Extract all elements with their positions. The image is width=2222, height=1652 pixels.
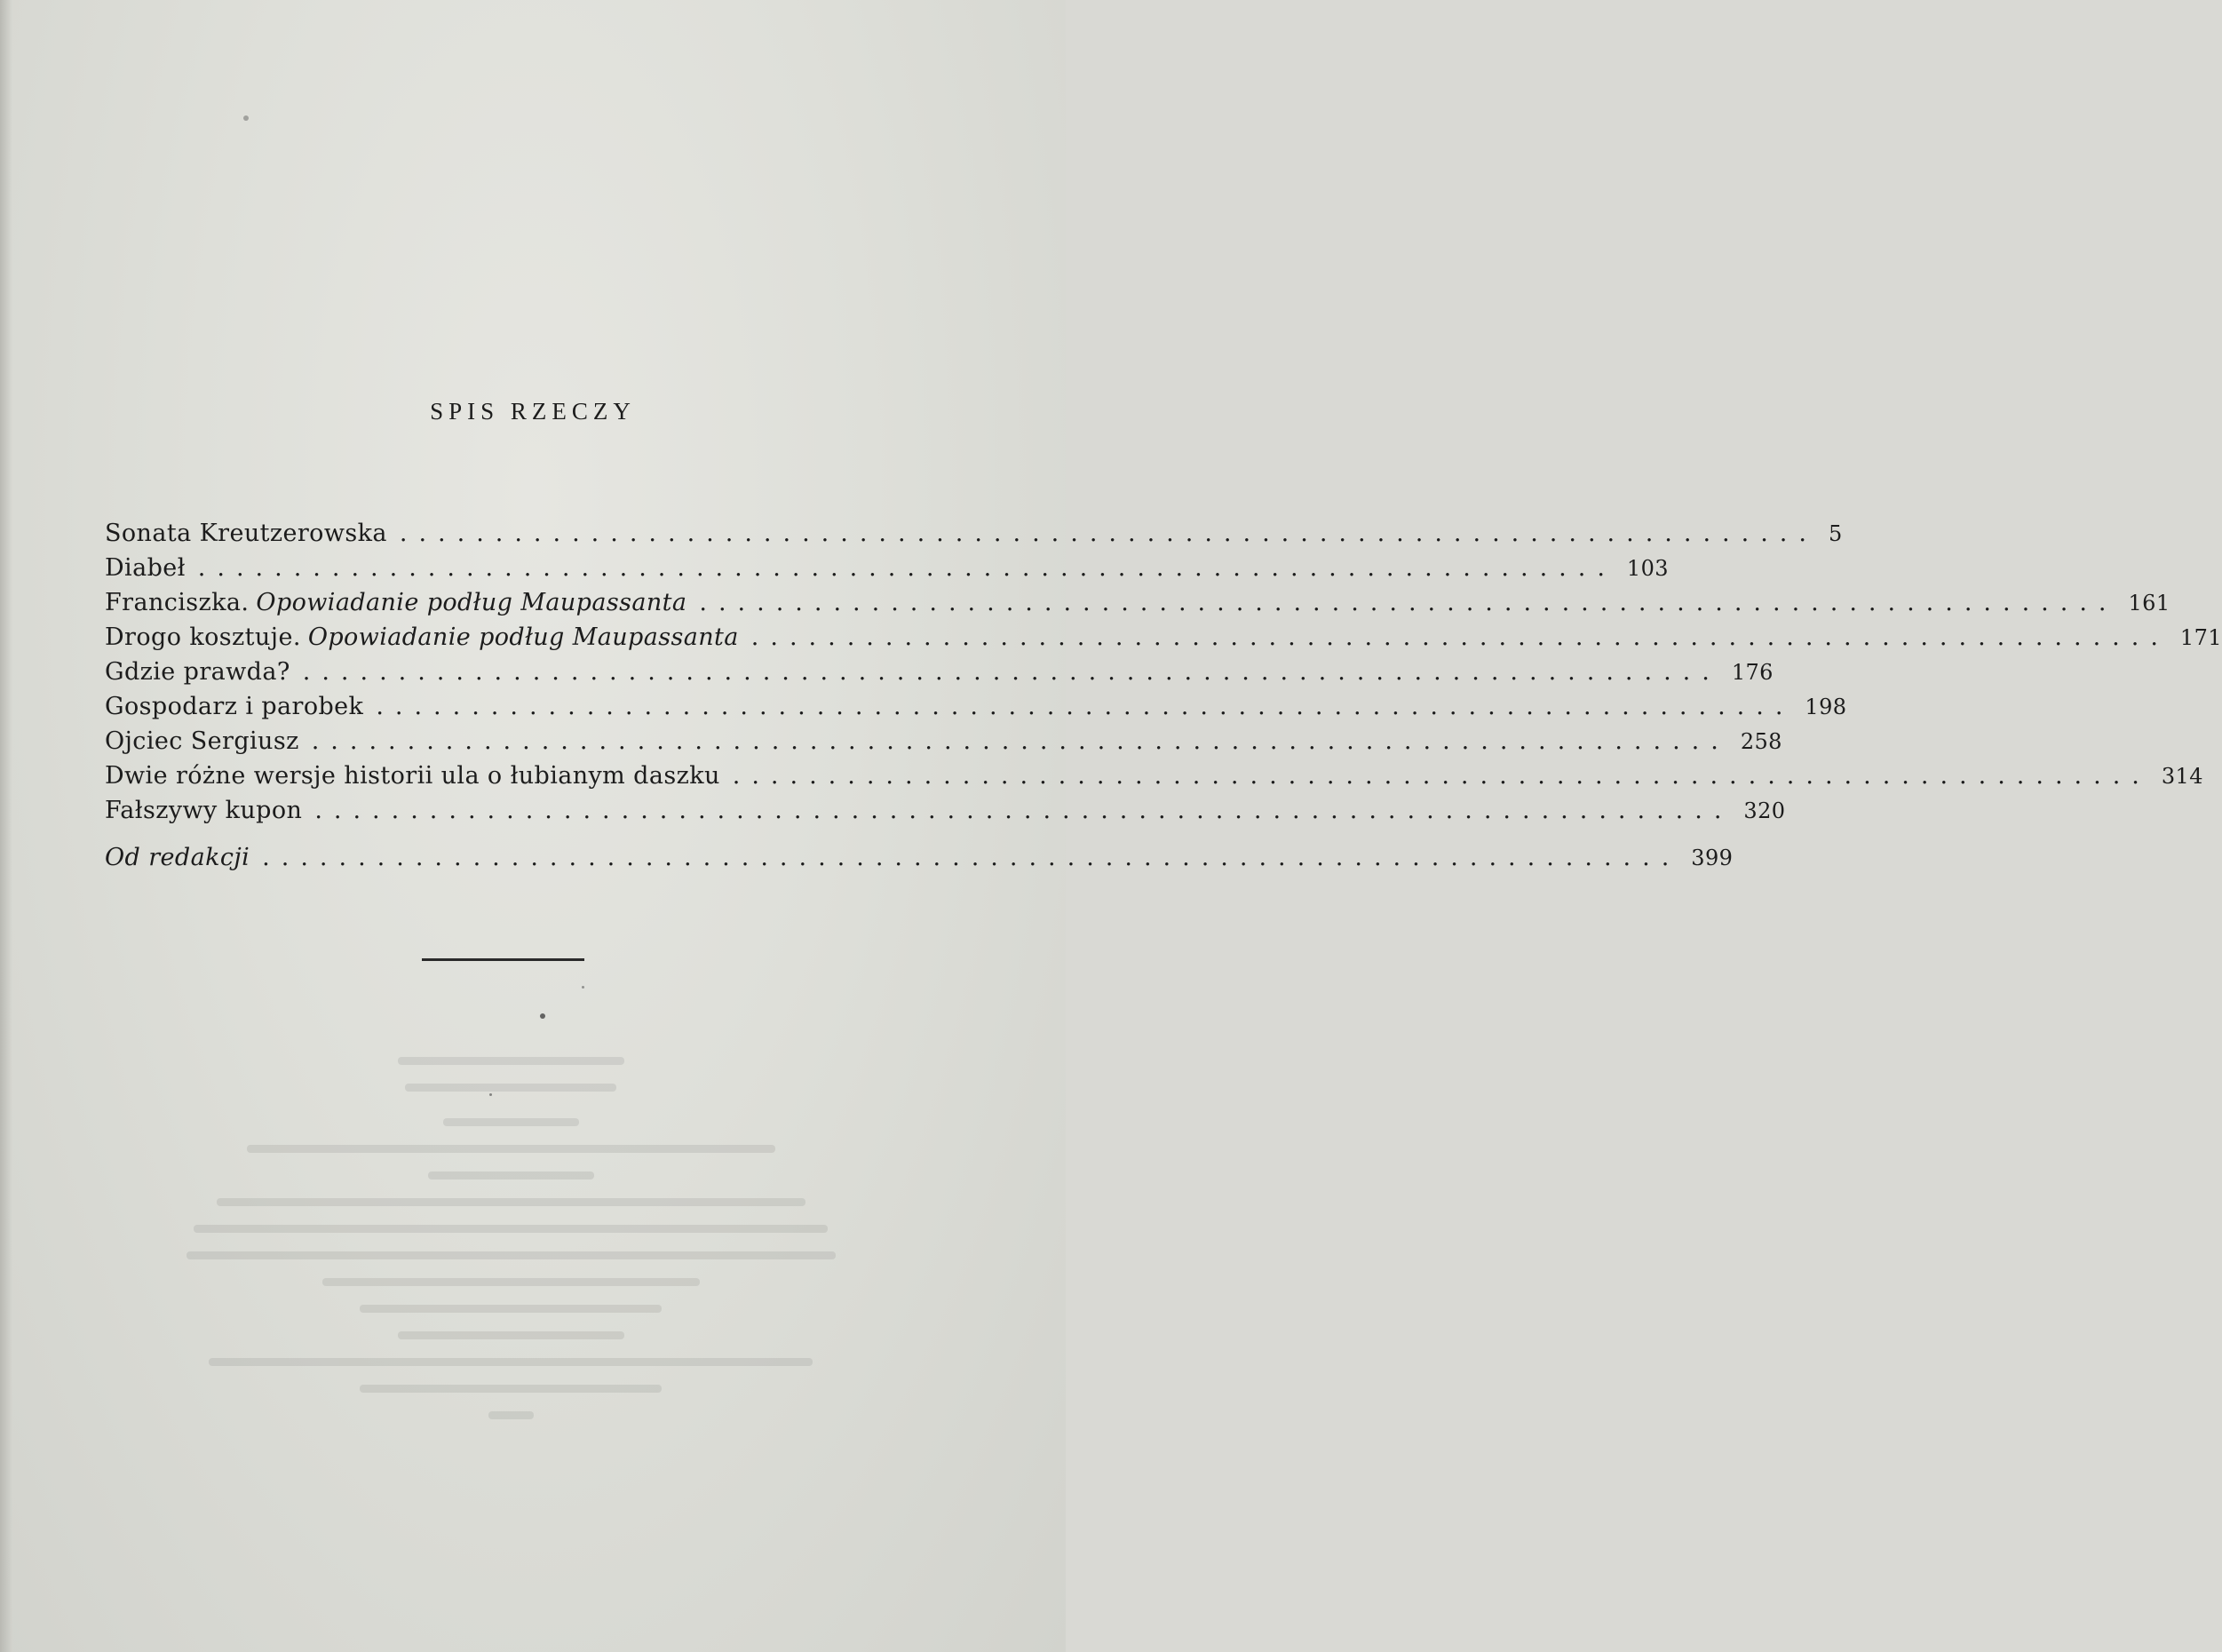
toc-entry <box>105 797 1786 831</box>
toc-entry-subtitle: Opowiadanie podług Maupassanta <box>307 623 739 651</box>
toc-page-number: 176 <box>1731 660 1774 685</box>
table-of-contents <box>105 520 2222 878</box>
toc-page-number: 258 <box>1740 729 1782 754</box>
toc-entry-main-title: Ojciec Sergiusz <box>105 727 299 755</box>
toc-entry-title <box>105 797 302 824</box>
paper-speck <box>582 986 584 989</box>
toc-entry-main-title: Franciszka. <box>105 589 250 616</box>
toc-leader-dots: .......................................................................... <box>302 658 1721 686</box>
toc-page-number: 320 <box>1743 798 1786 823</box>
toc-entry-main-title: Dwie różne wersje historii ula o łubianym daszku <box>105 762 720 790</box>
toc-entry-main-title: Sonata Kreutzerowska <box>105 520 387 547</box>
toc-entry-title <box>105 589 686 616</box>
toc-leader-dots: .......................................................................... <box>732 762 2151 790</box>
toc-entry <box>105 554 1669 589</box>
toc-entry <box>105 623 2222 658</box>
toc-entry <box>105 589 2170 623</box>
toc-entry <box>105 727 1782 762</box>
toc-page-number: 399 <box>1691 846 1734 870</box>
toc-entry-title <box>105 844 250 871</box>
toc-leader-dots: .......................................................................... <box>750 623 2170 651</box>
toc-entry-main-title: Drogo kosztuje. <box>105 623 301 651</box>
bleed-through-text <box>133 1057 888 1519</box>
toc-page-number: 5 <box>1828 521 1843 546</box>
toc-leader-dots: .......................................................................... <box>699 589 2118 616</box>
toc-entry-title <box>105 693 363 720</box>
toc-title: SPIS RZECZY <box>430 398 636 425</box>
page-spine-shadow <box>0 0 12 1652</box>
toc-leader-dots: .......................................................................... <box>197 554 1616 582</box>
toc-entry-main-title: Gdzie prawda? <box>105 658 290 686</box>
toc-entry-title <box>105 762 720 790</box>
paper-speck <box>489 1093 492 1096</box>
toc-page-number: 314 <box>2161 764 2203 789</box>
toc-page-number: 198 <box>1805 695 1847 719</box>
toc-entry <box>105 658 1774 693</box>
toc-leader-dots: .......................................................................... <box>314 797 1734 824</box>
toc-entry-main-title: Gospodarz i parobek <box>105 693 364 720</box>
toc-entry <box>105 693 1847 727</box>
toc-entry-title <box>105 727 299 755</box>
toc-entry-title <box>105 520 387 547</box>
toc-entry-subtitle: Opowiadanie podług Maupassanta <box>256 589 687 616</box>
paper-speck <box>540 1013 545 1019</box>
toc-entry <box>105 520 1843 554</box>
toc-page-number: 103 <box>1626 556 1669 581</box>
toc-entry-title <box>105 658 290 686</box>
paper-speck <box>243 115 249 121</box>
toc-entry <box>105 762 2203 797</box>
toc-entry-main-title: Diabeł <box>105 554 186 582</box>
toc-leader-dots: .......................................................................... <box>399 520 1818 547</box>
toc-entry-main-title: Fałszywy kupon <box>105 797 303 824</box>
toc-leader-dots: .......................................................................... <box>262 844 1681 871</box>
toc-page-number: 171 <box>2179 625 2222 650</box>
toc-entry-title <box>105 623 739 651</box>
toc-leader-dots: .......................................................................... <box>311 727 1730 755</box>
toc-entry-main-title: Od redakcji <box>105 844 250 871</box>
toc-entry-title <box>105 554 186 582</box>
end-rule-divider <box>422 958 584 961</box>
toc-entry-editorial <box>105 844 1734 878</box>
toc-leader-dots: .......................................................................... <box>376 693 1795 720</box>
toc-page-number: 161 <box>2128 591 2170 616</box>
